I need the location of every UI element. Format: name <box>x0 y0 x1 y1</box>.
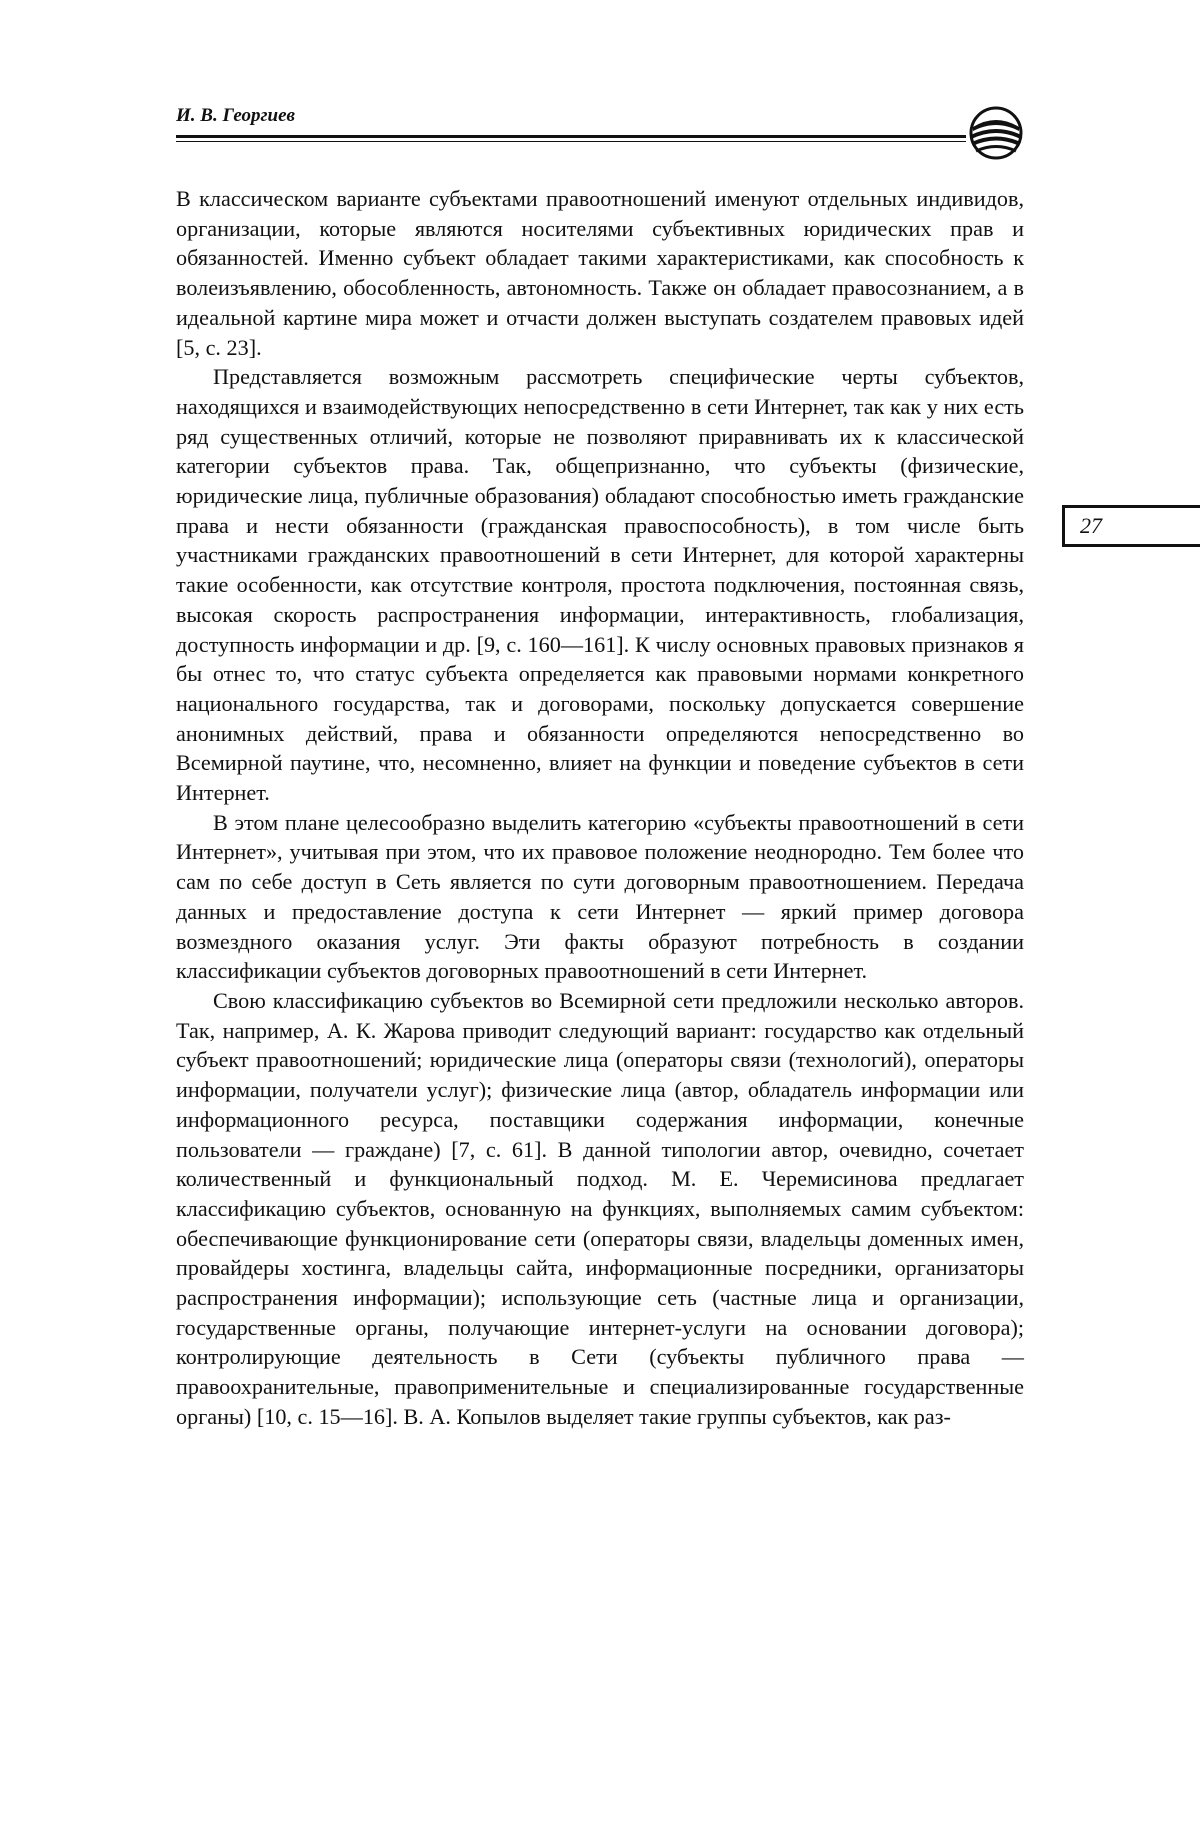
paragraph-3: В этом плане целесообразно выделить категорию «субъекты правоотношений в сети Интернет», учитывая при этом, что их правовое положение неоднородно. Тем более что сам по себе доступ в Сеть является по сути договорным правоотношением. Передача данных и предоставление доступа к сети Интернет — яркий пример договора возмездного оказания услуг. Эти факты образуют потребность в создании классификации субъектов договорных правоотношений в сети Интернет. <box>176 809 1024 984</box>
paragraph-1: В классическом варианте субъектами правоотношений именуют отдельных индивидов, организации, которые являются носителями субъективных юридических прав и обязанностей. Именно субъект обладает такими характеристиками, как способность к волеизъявлению, обособленность, автономность. Также он обладает правосознанием, а в идеальной картине мира может и отчасти должен выступать создателем правовых идей [5, с. 23]. <box>176 186 1024 360</box>
running-header <box>176 105 1026 155</box>
publisher-logo-icon <box>966 105 1026 161</box>
page-number: 27 <box>1080 513 1102 538</box>
paragraph-2: Представляется возможным рассмотреть специфические черты субъектов, находящихся и взаимодействующих непосредственно в сети Интернет, так как у них есть ряд существенных отличий, которые не позволяют приравнивать их к классической категории субъектов права. Так, общепризнанно, что субъекты (физические, юридические лица, публичные образования) обладают способностью иметь гражданские права и нести обязанности (гражданская правоспособность), в том числе быть участниками гражданских правоотношений в сети Интернет, для которой характерны такие особенности, как отсутствие контроля, простота подключения, постоянная связь, высокая скорость распространения информации, интерактивность, глобализация, доступность информации и др. [9, с. 160—161]. К числу основных правовых признаков я бы отнес то, что статус субъекта определяется как правовыми нормами конкретного национального государства, так и договорами, поскольку допускается совершение анонимных действий, права и обязанности определяются непосредственно во Всемирной паутине, что, несомненно, влияет на функции и поведение субъектов в сети Интернет. <box>176 364 1024 806</box>
header-rule-thin <box>176 141 966 142</box>
running-head-author: И. В. Георгиев <box>176 105 296 126</box>
header-rule-thick <box>176 135 966 138</box>
body-text <box>176 184 1024 1432</box>
page-number-box <box>1062 505 1200 547</box>
paragraph-4: Свою классификацию субъектов во Всемирной сети предложили несколько авторов. Так, например, А. К. Жарова приводит следующий вариант: государство как отдельный субъект правоотношений; юридические лица (операторы связи (технологий), операторы информации, получатели услуг); физические лица (автор, обладатель информации или информационного ресурса, поставщики содержания информации, конечные пользователи — граждане) [7, с. 61]. В данной типологии автор, очевидно, сочетает количественный и функциональный подход. М. Е. Черемисинова предлагает классификацию субъектов, основанную на функциях, выполняемых самим субъектом: обеспечивающие функционирование сети (операторы связи, владельцы доменных имен, провайдеры хостинга, владельцы сайта, информационные посредники, организаторы распространения информации); использующие сеть (частные лица и организации, государственные органы, получающие интернет-услуги на основании договора); контролирующие деятельность в Сети (субъекты публичного права — правоохранительные, правоприменительные и специализированные государственные органы) [10, с. 15—16]. В. А. Копылов выделяет такие группы субъектов, как раз- <box>176 987 1024 1429</box>
